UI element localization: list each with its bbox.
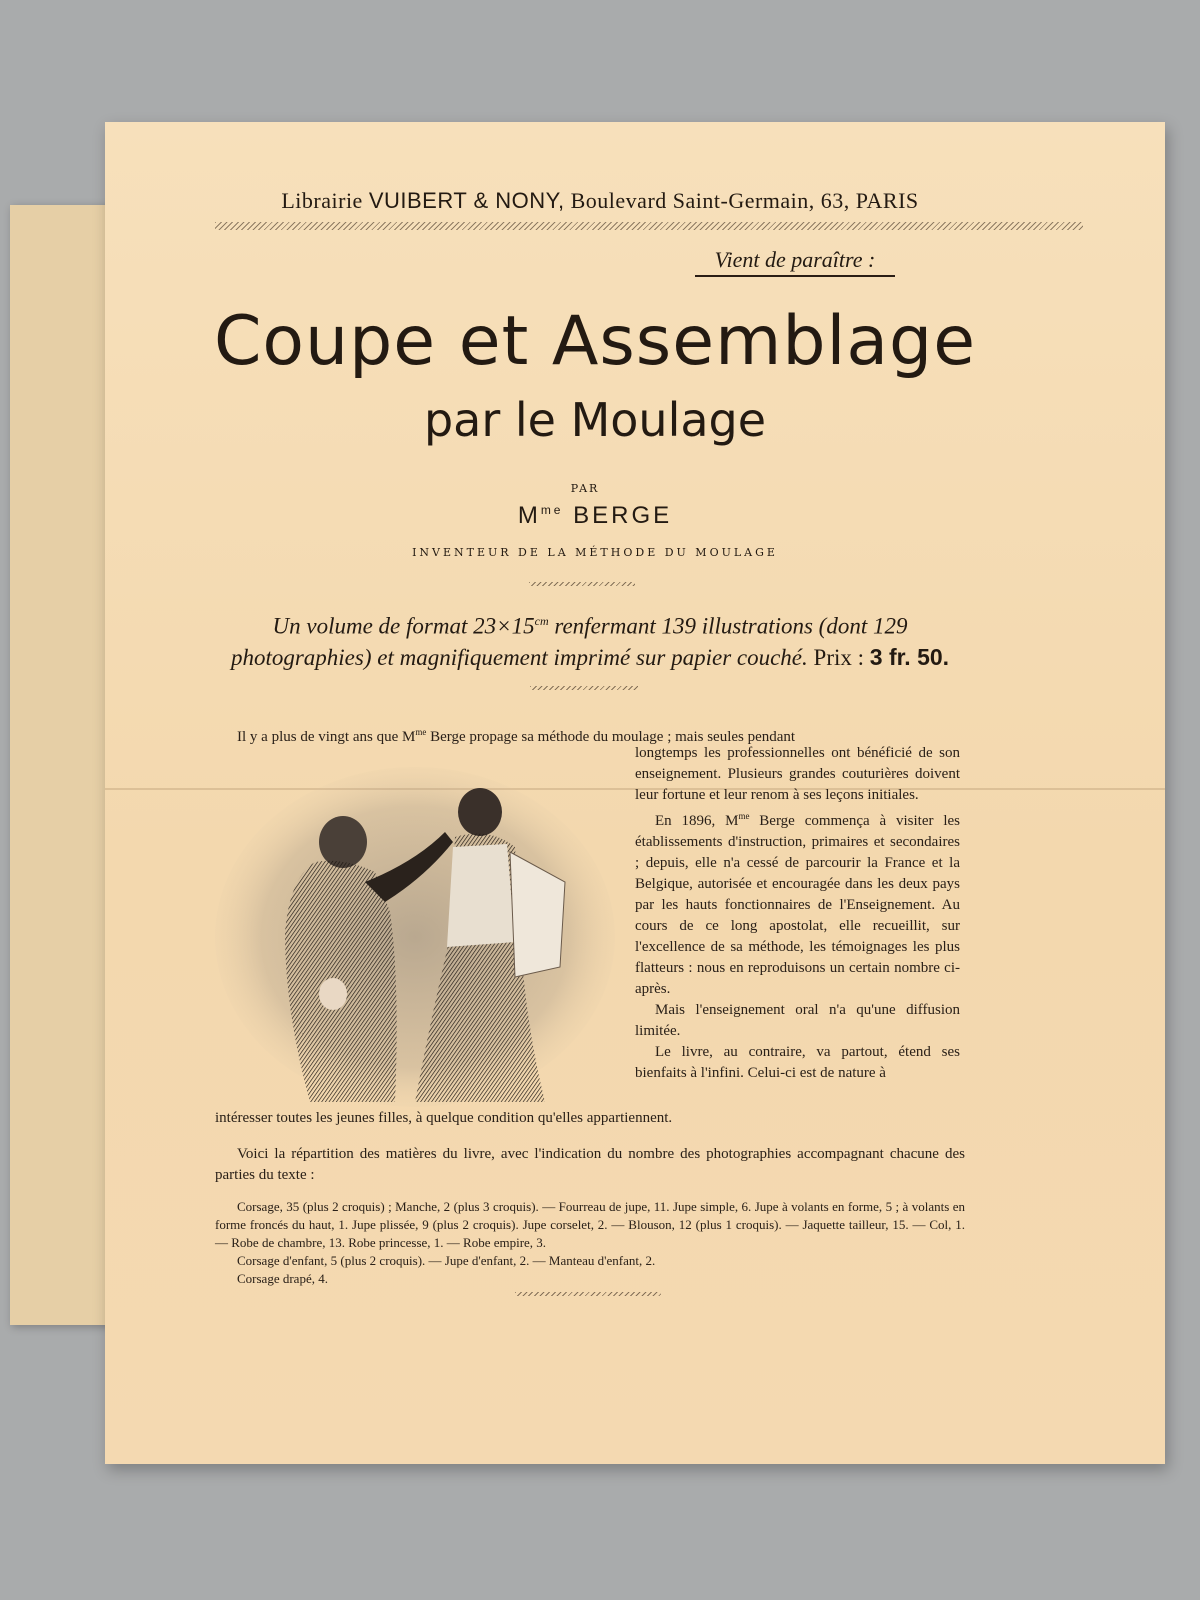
author-surname: BERGE (563, 502, 673, 529)
closing-wavy-rule (515, 1292, 661, 1296)
paragraph-2 (635, 806, 960, 1000)
paragraph-4-end: intéresser toutes les jeunes filles, à quelque condition qu'elles appartiennent. (215, 1110, 673, 1126)
author-role: INVENTEUR DE LA MÉTHODE DU MOULAGE (412, 546, 778, 559)
divider-rule (530, 686, 638, 690)
contents-list (215, 1198, 965, 1288)
publisher-address: Boulevard Saint-Germain, 63, (564, 188, 856, 213)
paragraph-3: Mais l'enseignement oral n'a qu'une diffusion limitée. (635, 1002, 960, 1039)
header-wavy-rule (215, 222, 1083, 230)
book-title-line2: par le Moulage (423, 393, 767, 447)
paragraph-1: longtemps les professionnelles ont bénéficié de son enseignement. Plusieurs grandes couturières doivent leur fortune et leur renom à ses leçons initiales. (635, 745, 960, 803)
intro-part-b: Berge propage sa méthode du moulage ; mais seules pendant (426, 729, 796, 745)
author-prefix: M (517, 502, 541, 529)
contents-item: Corsage drapé, 4. (237, 1271, 328, 1286)
format-text2: renfermant 139 illustrations (dont 129 photographies) et magnifiquement imprimé sur papier couché. (230, 613, 908, 670)
publisher-header (220, 188, 980, 214)
by-label: PAR (570, 482, 600, 495)
publisher-name: VUIBERT & NONY, (368, 188, 565, 213)
author-name (405, 502, 785, 530)
repartition-paragraph: Voici la répartition des matières du livre, avec l'indication du nombre des photographies accompagnant chacune des parties du texte : (215, 1146, 965, 1183)
para2-sup: me (738, 811, 750, 821)
author-prefix-sup: me (540, 503, 564, 517)
divider-rule (529, 582, 635, 586)
para2-part-a: En 1896, M (655, 813, 739, 829)
paragraph-4: Le livre, au contraire, va partout, étend ses bienfaits à l'infini. Celui-ci est de nature à (635, 1044, 960, 1081)
engraving-illustration (215, 762, 615, 1107)
back-booklet-cover (10, 205, 120, 1325)
contents-item: Corsage d'enfant, 5 (plus 2 croquis). — Jupe d'enfant, 2. — Manteau d'enfant, 2. (237, 1253, 656, 1268)
intro-sup: me (415, 727, 427, 737)
format-description (210, 606, 970, 673)
book-title-line1: Coupe et Assemblage (213, 302, 977, 381)
contents-item: Corsage, 35 (plus 2 croquis) ; Manche, 2 (plus 3 croquis). — Fourreau de jupe, 11. Jupe simple, 6. Jupe à volants en forme, 5 ; à volants en forme froncés du haut, 1. Jupe plissée, 9 (plus 2 croquis). Jupe corselet, 2. — Blouson, 12 (plus 1 croquis). — Jaquette tailleur, 15. — Col, 1. — Robe de chambre, 13. Robe princesse, 1. — Robe empire, 3. (215, 1199, 965, 1250)
publisher-prefix: Librairie (281, 188, 369, 213)
para2-part-b: Berge commença à visiter les établissements d'instruction, primaires et secondaires ; depuis, elle n'a cessé de parcourir la France et la Belgique, autorisée et encouragée dans les deux pays par les hauts fonctionnaires de l'Enseignement. Au cours de ce long apostolat, elle recueillit, sur l'excellence de sa méthode, les témoignages les plus flatteurs : nous en reproduisons un certain nombre ci-après. (635, 813, 961, 997)
right-column-text (635, 743, 960, 1084)
prospectus-page (105, 122, 1165, 1464)
publisher-city: PARIS (855, 188, 919, 213)
format-text1: Un volume de format 23×15 (272, 613, 535, 639)
price-label: Prix : (807, 644, 870, 670)
price-value: 3 fr. 50. (869, 643, 950, 670)
format-unit: cm (534, 614, 549, 628)
announcement-label: Vient de paraître : (695, 247, 895, 277)
intro-part-a: Il y a plus de vingt ans que M (237, 729, 416, 745)
